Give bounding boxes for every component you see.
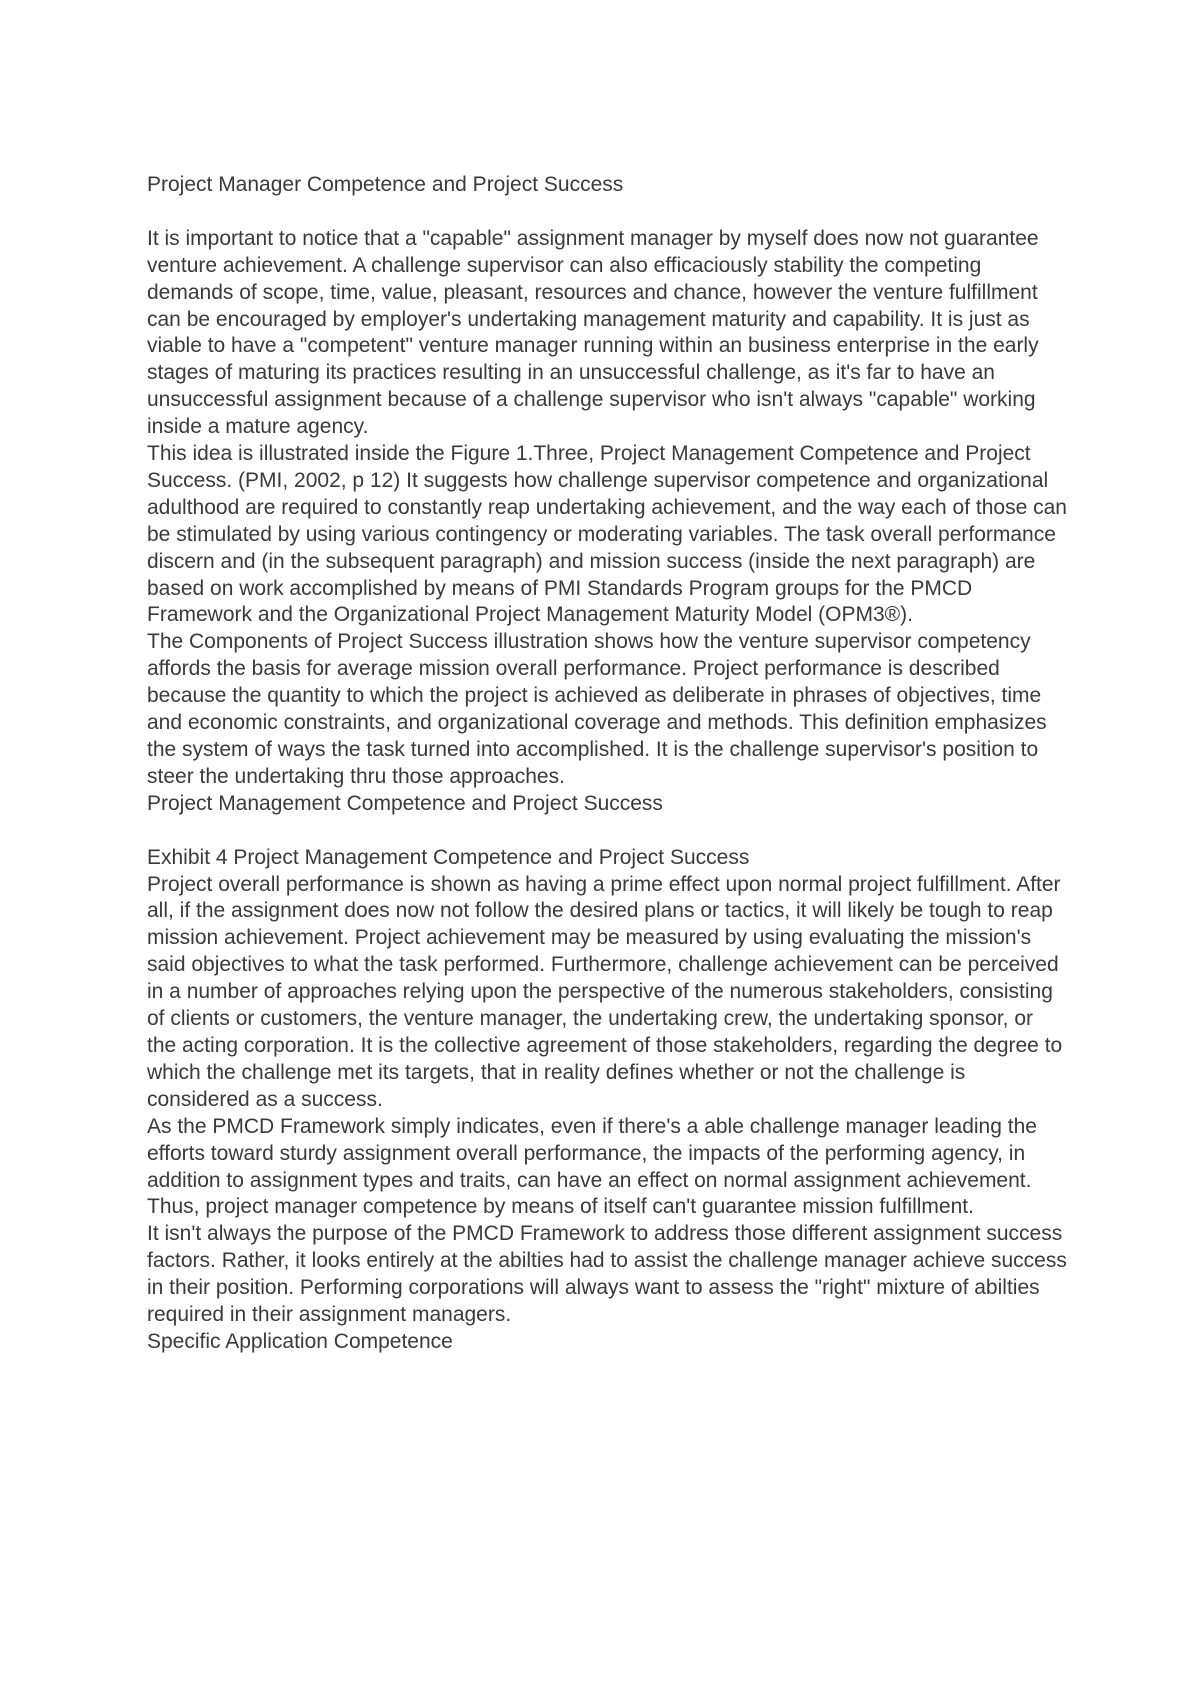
exhibit-title: Exhibit 4 Project Management Competence and Project Success (147, 845, 750, 869)
paragraph: This idea is illustrated inside the Figure 1.Three, Project Management Competence and Project Success. (PMI, 2002, p 12) It suggests how challenge supervisor competence and organizational adulthood are required to constantly reap undertaking achievement, and the way each of those can be stimulated by using various contingency or moderating variables. The task overall performance discern and (in the subsequent paragraph) and mission success (inside the next paragraph) are based on work accomplished by means of PMI Standards Program groups for the PMCD Framework and the Organizational Project Management Maturity Model (OPM3®). (147, 442, 1067, 627)
paragraph: The Components of Project Success illustration shows how the venture supervisor competency affords the basis for average mission overall performance. Project performance is described because the quantity to which the project is achieved as deliberate in phrases of objectives, time and economic constraints, and organizational coverage and methods. This definition emphasizes the system of ways the task turned into accomplished. It is the challenge supervisor's position to steer the undertaking thru those approaches. (147, 630, 1047, 788)
blank-line (147, 199, 1067, 226)
paragraph: It is important to notice that a "capable" assignment manager by myself does now not guarantee venture achievement. A challenge supervisor can also efficaciously stability the competing demands of scope, time, value, pleasant, resources and chance, however the venture fulfillment can be encouraged by employer's undertaking management maturity and capability. It is just as viable to have a "competent" venture manager running within an business enterprise in the early stages of maturing its practices resulting in an unsuccessful challenge, as it's far to have an unsuccessful assignment because of a challenge supervisor who isn't always "capable" working inside a mature agency. (147, 226, 1039, 439)
section-heading: Project Management Competence and Project Success (147, 791, 663, 815)
paragraph: As the PMCD Framework simply indicates, even if there's a able challenge manager leading the efforts toward sturdy assignment overall performance, the impacts of the performing agency, in addition to assignment types and traits, can have an effect on normal assignment achievement. Thus, project manager competence by means of itself can't guarantee mission fulfillment. (147, 1114, 1037, 1219)
document-body (147, 172, 1067, 1356)
section-heading: Specific Application Competence (147, 1329, 453, 1353)
blank-line (147, 818, 1067, 845)
paragraph: It isn't always the purpose of the PMCD Framework to address those different assignment success factors. Rather, it looks entirely at the abilties had to assist the challenge manager achieve success in their position. Performing corporations will always want to assess the "right" mixture of abilties required in their assignment managers. (147, 1222, 1067, 1327)
document-title: Project Manager Competence and Project Success (147, 173, 624, 196)
paragraph: Project overall performance is shown as having a prime effect upon normal project fulfillment. After all, if the assignment does now not follow the desired plans or tactics, it will likely be tough to reap mission achievement. Project achievement may be measured by using evaluating the mission's said objectives to what the task performed. Furthermore, challenge achievement can be perceived in a number of approaches relying upon the perspective of the numerous stakeholders, consisting of clients or customers, the venture manager, the undertaking crew, the undertaking sponsor, or the acting corporation. It is the collective agreement of those stakeholders, regarding the degree to which the challenge met its targets, that in reality defines whether or not the challenge is considered as a success. (147, 872, 1063, 1111)
